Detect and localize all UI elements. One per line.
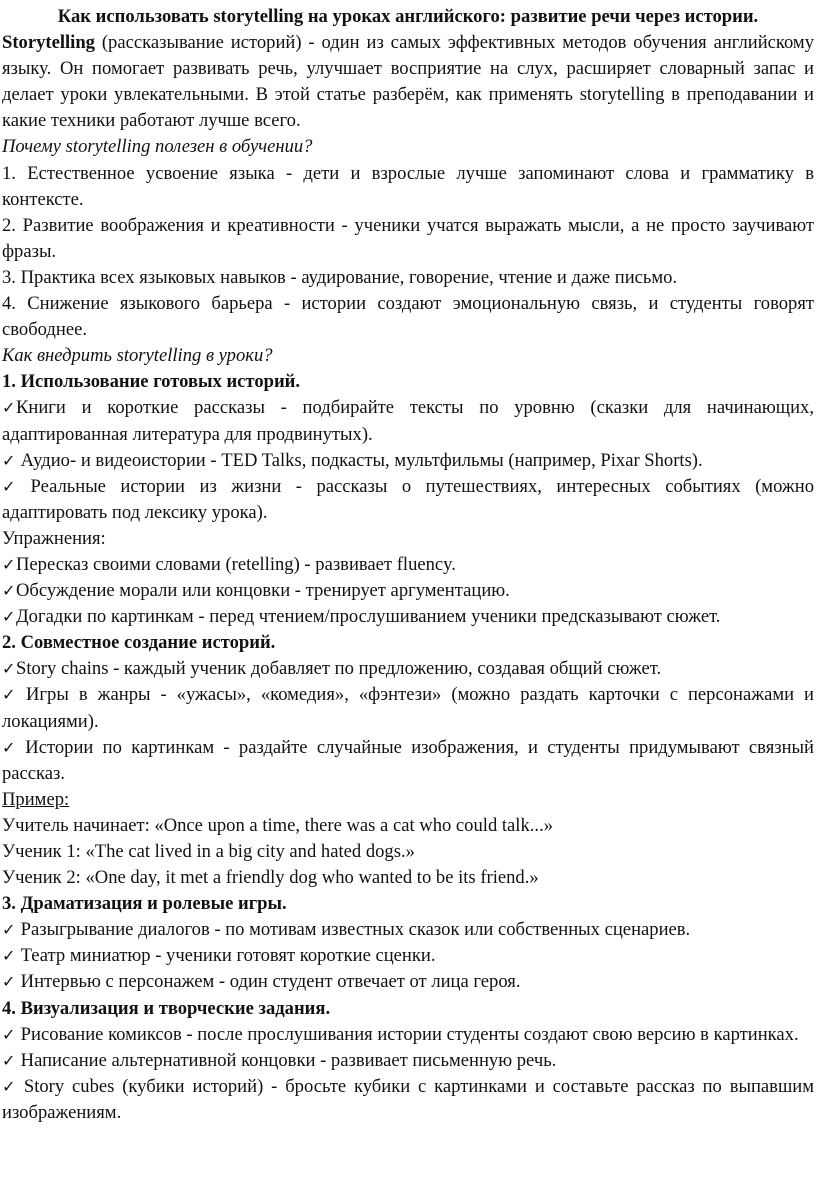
section1-item-2	[2, 448, 814, 474]
exercise-3-text: Догадки по картинкам - перед чтением/прослушиванием ученики предсказывают сюжет.	[16, 606, 721, 628]
section1-item-1	[2, 395, 814, 447]
checkmark-icon: ✓	[2, 398, 16, 418]
section1-item-1-text: Книги и короткие рассказы - подбирайте тексты по уровню (сказки для начинающих, адаптированная литература для продвинутых).	[2, 397, 814, 445]
why-item-2: 2. Развитие воображения и креативности - ученики учатся выражать мысли, а не просто заучивают фразы.	[2, 214, 814, 262]
section4-item-3-text: Story cubes (кубики историй) - бросьте кубики с картинками и составьте рассказ по выпавшим изображениям.	[2, 1075, 814, 1123]
checkmark-icon: ✓	[2, 476, 16, 496]
exercise-1-text: Пересказ своими словами (retelling) - развивает fluency.	[16, 553, 456, 575]
section4-item-1	[2, 1022, 814, 1048]
section3-heading: 3. Драматизация и ролевые игры.	[2, 893, 287, 915]
why-heading: Почему storytelling полезен в обучении?	[2, 136, 313, 158]
why-item-4: 4. Снижение языкового барьера - истории создают эмоциональную связь, и студенты говорят свободнее.	[2, 293, 814, 341]
section2-item-3-text: Истории по картинкам - раздайте случайные изображения, и студенты придумывают связный рассказ.	[2, 736, 814, 784]
section2-heading: 2. Совместное создание историй.	[2, 632, 276, 654]
checkmark-icon: ✓	[2, 920, 16, 940]
checkmark-icon: ✓	[2, 450, 16, 470]
checkmark-icon: ✓	[2, 946, 16, 966]
checkmark-icon: ✓	[2, 554, 16, 574]
checkmark-icon: ✓	[2, 1024, 16, 1044]
why-item-1: 1. Естественное усвоение языка - дети и взрослые лучше запоминают слова и грамматику в контексте.	[2, 162, 814, 210]
intro-paragraph	[2, 30, 814, 134]
document-title: Как использовать storytelling на уроках английского: развитие речи через истории.	[57, 6, 759, 27]
checkmark-icon: ✓	[2, 581, 16, 601]
checkmark-icon: ✓	[2, 685, 16, 705]
section3-item-1-text: Разыгрывание диалогов - по мотивам известных сказок или собственных сценариев.	[16, 919, 691, 941]
intro-lead: Storytelling	[2, 32, 95, 54]
checkmark-icon: ✓	[2, 607, 16, 627]
why-item-3: 3. Практика всех языковых навыков - аудирование, говорение, чтение и даже письмо.	[2, 266, 678, 288]
example-label: Пример:	[2, 788, 70, 810]
intro-text: (рассказывание историй) - один из самых эффективных методов обучения английскому языку. Он помогает развивать речь, улучшает восприятие на слух, расширяет словарный запас и делает уроки увлекательными. В этой статье разберём, как применять storytelling в преподавании и какие техники работают лучше всего.	[2, 32, 814, 132]
section3-item-3-text: Интервью с персонажем - один студент отвечает от лица героя.	[16, 971, 521, 993]
section1-item-2-text: Аудио- и видеоистории - TED Talks, подкасты, мультфильмы (например, Pixar Shorts).	[16, 449, 703, 471]
section3-item-3	[2, 969, 814, 995]
section4-item-2	[2, 1048, 814, 1074]
section3-item-2-text: Театр миниатюр - ученики готовят короткие сценки.	[16, 945, 436, 967]
exercises-label: Упражнения:	[2, 527, 106, 549]
example-line-2: Ученик 1: «The cat lived in a big city and hated dogs.»	[2, 841, 415, 862]
section1-item-3	[2, 474, 814, 526]
example-line-3: Ученик 2: «One day, it met a friendly dog who wanted to be its friend.»	[2, 867, 539, 889]
section4-item-2-text: Написание альтернативной концовки - развивает письменную речь.	[16, 1049, 557, 1071]
exercise-1	[2, 552, 814, 578]
section1-item-3-text: Реальные истории из жизни - рассказы о путешествиях, интересных событиях (можно адаптировать под лексику урока).	[2, 475, 814, 523]
section4-heading: 4. Визуализация и творческие задания.	[2, 997, 331, 1019]
exercise-2-text: Обсуждение морали или концовки - тренирует аргументацию.	[16, 580, 510, 602]
section3-item-1	[2, 917, 814, 943]
section2-item-1-text: Story chains - каждый ученик добавляет по предложению, создавая общий сюжет.	[16, 658, 662, 680]
how-heading: Как внедрить storytelling в уроки?	[2, 345, 273, 367]
section3-item-2	[2, 943, 814, 969]
checkmark-icon: ✓	[2, 659, 16, 679]
section1-heading: 1. Использование готовых историй.	[2, 371, 301, 393]
checkmark-icon: ✓	[2, 737, 16, 757]
checkmark-icon: ✓	[2, 972, 16, 992]
section2-item-1	[2, 656, 814, 682]
section4-item-1-text: Рисование комиксов - после прослушивания истории студенты создают свою версию в картинках.	[16, 1023, 799, 1045]
checkmark-icon: ✓	[2, 1050, 16, 1070]
section2-item-2-text: Игры в жанры - «ужасы», «комедия», «фэнтези» (можно раздать карточки с персонажами и локациями).	[2, 684, 814, 732]
exercise-3	[2, 604, 814, 630]
section2-item-2	[2, 682, 814, 734]
checkmark-icon: ✓	[2, 1076, 16, 1096]
exercise-2	[2, 578, 814, 604]
example-line-1: Учитель начинает: «Once upon a time, there was a cat who could talk...»	[2, 814, 554, 836]
section2-item-3	[2, 735, 814, 787]
section4-item-3	[2, 1074, 814, 1126]
